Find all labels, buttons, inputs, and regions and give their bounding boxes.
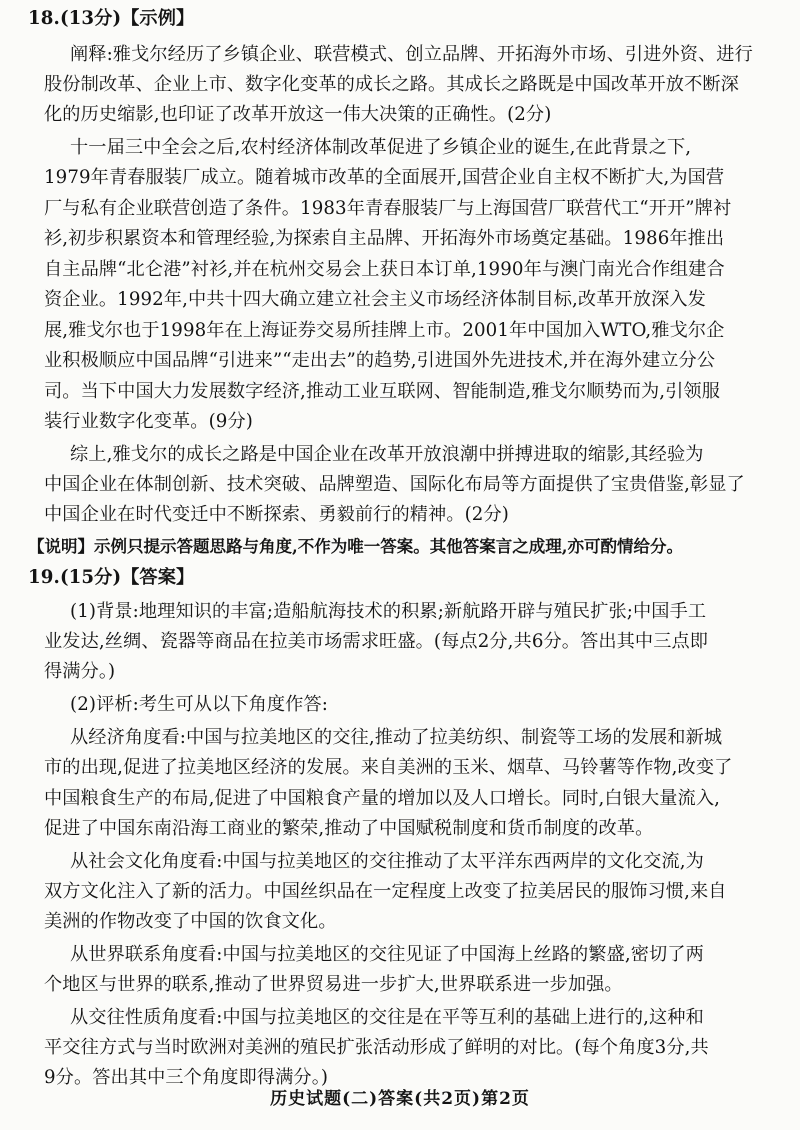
page-footer: 历史试题(二)答案(共2页)第2页	[270, 1089, 530, 1109]
q19-heading: 19.(15分)【答案】	[28, 567, 195, 588]
q19-text-line: 从世界联系角度看:中国与拉美地区的交往见证了中国海上丝路的繁盛,密切了两	[70, 944, 704, 965]
q19-text-line: 从经济角度看:中国与拉美地区的交往,推动了拉美纺织、制瓷等工场的发展和新城	[70, 727, 723, 748]
q18-text-line: 装行业数字化变革。(9分)	[44, 411, 253, 432]
q18-text-line: 厂与私有企业联营创造了条件。1983年青春服装厂与上海国营厂联营代工“开开”牌衬	[44, 198, 732, 219]
q18-note: 【说明】示例只提示答题思路与角度,不作为唯一答案。其他答案言之成理,亦可酌情给分。	[28, 537, 683, 556]
q19-text-line: 美洲的作物改变了中国的饮食文化。	[44, 911, 337, 932]
q19-text-line: 促进了中国东南沿海工商业的繁荣,推动了中国赋税制度和货币制度的改革。	[44, 818, 654, 839]
q18-text-line: 展,雅戈尔也于1998年在上海证券交易所挂牌上市。2001年中国加入WTO,雅戈尔企	[44, 320, 725, 341]
q19-text-line: 从交往性质角度看:中国与拉美地区的交往是在平等互利的基础上进行的,这种和	[70, 1007, 704, 1028]
q18-text-line: 中国企业在时代变迁中不断探索、勇毅前行的精神。(2分)	[44, 504, 509, 525]
q19-text-line: 业发达,丝绸、瓷器等商品在拉美市场需求旺盛。(每点2分,共6分。答出其中三点即	[44, 631, 709, 652]
q19-text-line: 得满分。)	[44, 661, 116, 682]
q19-text-line: 个地区与世界的联系,推动了世界贸易进一步扩大,世界联系进一步加强。	[44, 974, 623, 995]
q18-text-line: 1979年青春服装厂成立。随着城市改革的全面展开,国营企业自主权不断扩大,为国营	[44, 167, 725, 188]
q18-text-line: 化的历史缩影,也印证了改革开放这一伟大决策的正确性。(2分)	[44, 104, 552, 125]
q18-text-line: 司。当下中国大力发展数字经济,推动工业互联网、智能制造,雅戈尔顺势而为,引领服	[44, 381, 720, 402]
q19-text-line: 9分。答出其中三个角度即得满分。)	[44, 1067, 329, 1088]
q18-text-line: 资企业。1992年,中共十四大确立建立社会主义市场经济体制目标,改革开放深入发	[44, 289, 706, 310]
q18-text-line: 衫,初步积累资本和管理经验,为探索自主品牌、开拓海外市场奠定基础。1986年推出	[44, 228, 725, 249]
q18-text-line: 自主品牌“北仑港”衬衫,并在杭州交易会上获日本订单,1990年与澳门南光合作组建合	[44, 259, 725, 280]
q18-text-line: 十一届三中全会之后,农村经济体制改革促进了乡镇企业的诞生,在此背景之下,	[70, 137, 692, 158]
q19-text-line: 从社会文化角度看:中国与拉美地区的交往推动了太平洋东西两岸的文化交流,为	[70, 851, 704, 872]
q19-text-line: 平交往方式与当时欧洲对美洲的殖民扩张活动形成了鲜明的对比。(每个角度3分,共	[44, 1037, 709, 1058]
q19-text-line: 中国粮食生产的布局,促进了中国粮食产量的增加以及人口增长。同时,白银大量流入,	[44, 788, 720, 809]
q18-text-line: 阐释:雅戈尔经历了乡镇企业、联营模式、创立品牌、开拓海外市场、引进外资、进行	[70, 44, 753, 65]
q18-text-line: 业积极顺应中国品牌“引进来”“走出去”的趋势,引进国外先进技术,并在海外建立分公	[44, 350, 716, 371]
q18-heading: 18.(13分)【示例】	[28, 8, 195, 29]
q19-text-line: 市的出现,促进了拉美地区经济的发展。来自美洲的玉米、烟草、马铃薯等作物,改变了	[44, 757, 733, 778]
q19-text-line: 双方文化注入了新的活力。中国丝织品在一定程度上改变了拉美居民的服饰习惯,来自	[44, 881, 727, 902]
q19-part2-intro: (2)评析:考生可从以下角度作答:	[70, 694, 328, 715]
q18-text-line: 股份制改革、企业上市、数字化变革的成长之路。其成长之路既是中国改革开放不断深	[44, 74, 739, 95]
q18-text-line: 综上,雅戈尔的成长之路是中国企业在改革开放浪潮中拼搏进取的缩影,其经验为	[70, 444, 704, 465]
q18-text-line: 中国企业在体制创新、技术突破、品牌塑造、国际化布局等方面提供了宝贵借鉴,彰显了	[44, 474, 745, 495]
q19-text-line: (1)背景:地理知识的丰富;造船航海技术的积累;新航路开辟与殖民扩张;中国手工	[70, 601, 707, 622]
